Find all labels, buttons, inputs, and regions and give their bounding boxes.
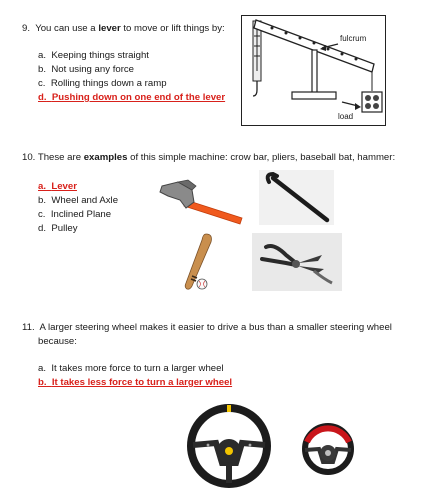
question-number: 11. (22, 322, 35, 333)
option-letter: b. (38, 377, 47, 388)
q9-option-c (38, 78, 167, 90)
stem-keyword: lever (98, 23, 121, 34)
option-letter: c. (38, 209, 46, 220)
question-number: 10. (22, 152, 36, 163)
q11-option-b-correct (38, 377, 232, 389)
stem-text: These are (37, 152, 84, 163)
stem-text: to move or lift things by: (120, 23, 225, 34)
option-text: Pushing down on one end of the lever (51, 92, 226, 103)
option-letter: a. (38, 50, 47, 61)
q10-option-b (38, 195, 118, 207)
option-text: Wheel and Axle (51, 195, 119, 206)
option-text: Inclined Plane (50, 209, 112, 220)
stem-text: You can use a (35, 23, 99, 34)
option-text: Keeping things straight (51, 50, 149, 61)
option-letter: c. (38, 78, 46, 89)
option-text: It takes more force to turn a larger wheel (51, 363, 224, 374)
question-11-stem-line2 (38, 336, 77, 348)
q9-option-b (38, 64, 134, 76)
load-label: load (338, 112, 354, 121)
fulcrum-label: fulcrum (340, 34, 367, 43)
question-9-stem (22, 23, 225, 35)
crowbar-image (259, 170, 334, 225)
lever-diagram (241, 15, 386, 126)
option-text: It takes less force to turn a larger wheel (51, 377, 233, 388)
baseball-bat-image (178, 232, 224, 292)
option-letter: a. (38, 181, 47, 192)
stem-text: of this simple machine: crow bar, pliers, baseball bat, hammer: (127, 152, 396, 163)
pliers-image (252, 233, 342, 291)
small-steering-wheel-image (301, 422, 355, 476)
option-letter: a. (38, 363, 47, 374)
q10-option-a-correct (38, 181, 77, 193)
q9-option-d-correct (38, 92, 225, 104)
option-text: Rolling things down a ramp (50, 78, 167, 89)
hammer-image (158, 178, 244, 228)
stem-keyword: examples (83, 152, 128, 163)
option-letter: d. (38, 223, 47, 234)
q10-option-c (38, 209, 111, 221)
q9-option-a (38, 50, 149, 62)
option-letter: d. (38, 92, 47, 103)
question-11-stem (22, 322, 392, 334)
option-text: Not using any force (51, 64, 135, 75)
option-letter: b. (38, 64, 47, 75)
q10-option-d (38, 223, 78, 235)
lever-illustration (242, 16, 387, 127)
q11-option-a (38, 363, 224, 375)
large-steering-wheel-image (186, 403, 272, 489)
question-number: 9. (22, 23, 31, 34)
option-text: Lever (51, 181, 77, 192)
stem-text: A larger steering wheel makes it easier to drive a bus than a smaller steering wheel (39, 322, 392, 333)
question-10-stem (22, 152, 395, 164)
option-text: Pulley (51, 223, 78, 234)
option-letter: b. (38, 195, 47, 206)
stem-text: because: (38, 336, 77, 347)
